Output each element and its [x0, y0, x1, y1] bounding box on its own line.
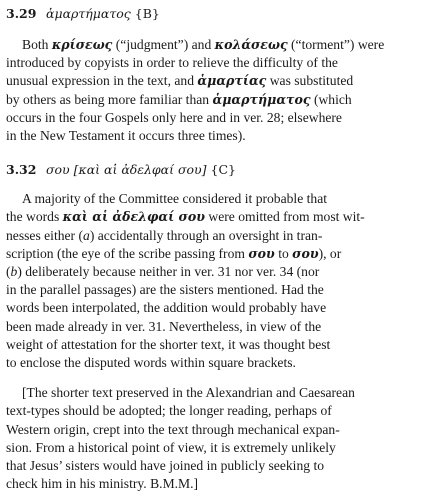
text-run: Both — [22, 37, 52, 52]
text-line — [6, 127, 422, 145]
certainty-rating: {C} — [210, 162, 237, 178]
verse-reference: 3.32 — [6, 162, 37, 178]
text-line — [6, 227, 422, 245]
text-line — [6, 318, 422, 336]
text-run: Western origin, crept into the text through mechanical expan- — [6, 421, 340, 437]
text-run: check him in his ministry. B.M.M.] — [6, 476, 199, 492]
text-line — [6, 439, 422, 457]
text-run: nesses either ( — [6, 227, 84, 243]
text-run: (“judgment”) and — [112, 37, 215, 52]
certainty-rating: {B} — [134, 6, 160, 21]
text-run: occurs in the four Gospels only here and in ver. 28; elsewhere — [6, 109, 342, 125]
text-run: unusual expression in the text, and — [6, 73, 198, 89]
greek-word: σου — [292, 245, 319, 261]
text-run: introduced by copyists in order to relieve the difficulty of the — [6, 55, 338, 71]
list-marker: a — [83, 227, 90, 243]
text-line — [6, 336, 422, 354]
commentary-paragraph — [6, 190, 422, 372]
text-line — [6, 281, 422, 299]
text-line — [6, 421, 422, 439]
text-run: been made already in ver. 31. Nevertheless, in view of the — [6, 318, 322, 334]
text-line — [6, 36, 422, 54]
editorial-note — [6, 384, 422, 493]
text-run: (which — [310, 91, 352, 107]
text-run: ( — [6, 264, 11, 280]
text-run: to — [274, 245, 293, 261]
text-line — [6, 354, 422, 372]
text-run: sion. From a historical point of view, it is extremely unlikely — [6, 439, 336, 455]
section-heading — [6, 5, 422, 22]
text-line — [6, 109, 422, 127]
text-line — [6, 208, 422, 226]
text-line — [6, 72, 422, 90]
text-run: to enclose the disputed words within square brackets. — [6, 355, 296, 371]
text-run: ) deliberately because neither in ver. 31 nor ver. 34 (nor — [17, 264, 320, 280]
text-line — [6, 91, 422, 109]
greek-lemma: ἁμαρτήματος — [46, 6, 131, 21]
greek-word: καὶ αἱ ἀδελφαί σου — [62, 209, 205, 225]
text-line — [6, 457, 422, 475]
text-line — [6, 475, 422, 493]
text-run: text-types should be adopted; the longer reading, perhaps of — [6, 403, 332, 419]
text-run: ) accidentally through an oversight in tran- — [89, 227, 323, 243]
text-line — [6, 263, 422, 281]
greek-word: ἁμαρτίας — [197, 73, 267, 89]
text-line — [6, 190, 422, 208]
text-line — [6, 299, 422, 317]
greek-lemma: σου [καὶ αἱ ἀδελφαί σου] — [46, 162, 207, 178]
text-run: by others as being more familiar than — [6, 91, 213, 107]
commentary-page — [6, 5, 422, 493]
text-run: weight of attestation for the shorter text, it was thought best — [6, 336, 331, 352]
text-run: words been interpolated, the addition would probably have — [6, 300, 327, 316]
text-run: [The shorter text preserved in the Alexandrian and Caesarean — [22, 385, 355, 401]
commentary-paragraph — [6, 36, 422, 145]
text-line — [6, 402, 422, 420]
list-marker: b — [10, 264, 18, 280]
text-run: that Jesus’ sisters would have joined in publicly seeking to — [6, 458, 325, 474]
greek-word: κολάσεως — [214, 37, 288, 52]
verse-reference: 3.29 — [6, 6, 37, 21]
greek-word: ἁμαρτήματος — [212, 91, 311, 107]
text-run: in the parallel passages) are the sisters mentioned. Had the — [6, 282, 324, 298]
text-run: scription (the eye of the scribe passing from — [6, 245, 249, 261]
text-run: the words — [6, 209, 63, 225]
text-run: was substituted — [266, 73, 354, 89]
text-line — [6, 245, 422, 263]
text-run: in the New Testament it occurs three times). — [6, 128, 246, 144]
greek-word: σου — [248, 245, 275, 261]
text-run: (“torment”) were — [287, 37, 385, 52]
section-heading — [6, 161, 422, 178]
text-run: were omitted from most wit- — [205, 209, 365, 225]
greek-word: κρίσεως — [51, 37, 113, 52]
text-line — [6, 384, 422, 402]
text-line — [6, 54, 422, 72]
text-run: A majority of the Committee considered it probable that — [22, 191, 328, 207]
text-run: ), or — [318, 245, 342, 261]
